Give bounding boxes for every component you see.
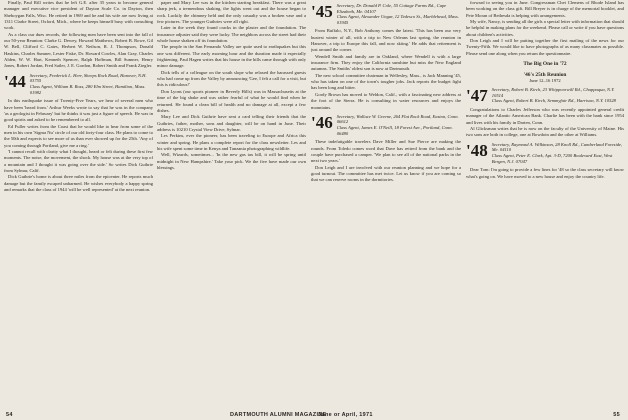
- class-year: '46: [311, 112, 333, 132]
- paragraph: Don Leigh and I will be putting together the first mailing of the news for our Twenty-Fifth. We would like to have photographs of as many classmates as possible. Please send one along when you return the questionnaire.: [466, 38, 624, 56]
- paragraph: From Buffalo, N.Y., Bob Anthony comes the latest. 'This has been our very busiest winter of all, with a trip to New Orleans last spring, the reunion in Hanover, a trip to Europe this fall, and now skiing.' He adds that retirement is just around the corner.: [311, 28, 461, 53]
- paragraph: The new school committee chairman in Wellesley, Mass., is Jack Manning '45, who has taken on one of the town's tougher jobs. Jack reports the budget fight has been long and bitter.: [311, 72, 461, 91]
- paragraph: Don Leigh and I are involved with our reunion planning and we hope for a good turnout. The committee has met twice. Let us know if you are coming so that we can reserve rooms in the dormitories.: [311, 164, 461, 183]
- page-footer: [0, 410, 628, 420]
- paragraph: Dear Tom: I'm going to provide a few lines for '48 so the class secretary will know what's going on. We have moved to a new house and enjoy the country life.: [466, 167, 624, 179]
- class-year: '45: [311, 2, 333, 21]
- magazine-title: DARTMOUTH ALUMNI MAGAZINE: [230, 412, 327, 418]
- class-secretary: Secretary, Raymond A. Wilkinson, 28 Knoll Rd., Cumberland Foreside, Me. 04110: [491, 141, 623, 153]
- paragraph: Finally, Paul Rill writes that he left G.E. after 35 years to become general manager and executive vice president of Dayton Scale Co. in Dayton, then Sheboygan Falls, Wisc. He retired in 1969 and he and his wife are now living at 1311 Clarke Street, Oxford, Mich., where he keeps himself busy with consulting work.: [4, 0, 153, 31]
- class-year: '48: [466, 140, 488, 160]
- class-secretary: Secretary, Dr. Donald P. Cole, 55 Cottage Farms Rd., Cape Elizabeth, Me. 04107: [336, 3, 447, 14]
- class-agent: Class Agent, Alexander Ungar, 12 Tedesco St., Marblehead, Mass. 01945: [336, 14, 459, 25]
- paragraph: Wendell Smith and family are in Oakland, where Wendell is with a large insurance firm. They enjoy the California sunshine but miss the New England autumns. The Smiths' oldest son is now at Dartmouth.: [311, 53, 461, 72]
- paragraph: Later in the week they found cracks in the plaster and the foundation. The insurance adjuster said they were lucky. The neighbors across the street had their whole house shaken off its foundation.: [157, 25, 306, 44]
- paragraph: Les Perkins, ever the pioneer, has been traveling to Europe and Africa this winter and spring. He plans a complete report for the class newsletter. Les and his wife spent some time in Kenya and Tanzania photographing wildlife.: [157, 133, 306, 151]
- paragraph: 'I cannot recall with clarity what I thought, heard or felt during these first few moments. The noise, the movement, the shock. My house was at the very top of a mountain and I thought it was going over the side.' So writes Dick Guthrie from Sylmar, Calif.: [4, 148, 153, 173]
- class-agent: Class Agent, William B. Ross, 280 Elm Street, Hamilton, Mass. 01982: [29, 83, 146, 95]
- class-header: [4, 73, 153, 95]
- class-officers: [30, 73, 153, 95]
- class-header: [466, 142, 624, 164]
- paragraph: The people in the San Fernando Valley are quite used to earthquakes but this one was different. The early morning hour and the duration made it especially frightening. Paul Hagen writes that his house in the hills came through with only minor damage.: [157, 44, 306, 69]
- class-year: '44: [4, 71, 26, 91]
- class-header: [311, 114, 461, 136]
- page-number-right: 55: [613, 412, 620, 418]
- class-officers: [337, 114, 461, 136]
- paragraph: As a class our dues records, the following men have been sent into the fall of our 50-year Reunion: Clarke G. Dewey, Howard Matthews, Robert B. Rowe, Gil W. Bell, Clifford C. Gates, Herbert W. Neilson, R. J. Thompson, Donald Haskins, Charles Sumner, Lester Fiske, Dr. Howard Cowles, Alan Gray, Charles Alden, W. W. Hart, Kenneth Spencer, Ralph Hoffman, Bill Sumner, Henry Jones, Robert Jordan, Fred Sailer, J. E. Gordon, Robert Smith and Frank Ziegler.: [4, 31, 153, 69]
- column-2: [157, 0, 306, 410]
- paragraph: Al Glicksman writes that he is now on the faculty of the University of Maine. His two sons are both in college, one at Bowdoin and the other at Williams.: [466, 126, 624, 138]
- class-agent: Class Agent, Peter E. Clark, Apt. 3-D, 7200 Boulevard East, West Bergen, N.J. 07047: [491, 153, 613, 164]
- paragraph: Mary Lee and Dick Guthrie have sent a card telling their friends that the Guthries, father, mother, sons and daughter, will be on hand in June. Their address is 10210 Crystal View Drive, Sylmar.: [157, 114, 306, 132]
- paragraph: Ed Fuller writes from the Coast that he would like to hear from some of the men in his own 'Sigma Nu' circle of our old forty-four class. He plans to come to the 50th and expects to see more of us than ever showed up for the 25th. 'Any of you coming through Portland, give me a ring.': [4, 123, 153, 148]
- class-secretary: Secretary, Robert B. Kirch, 23 Whippoorwill Rd., Chappaqua, N.Y. 10514: [491, 87, 615, 98]
- issue-date: June or April, 1971: [318, 412, 373, 418]
- class-agent: Class Agent, James E. O'Neill, 18 Forest Ave., Portland, Conn. 06480: [336, 125, 453, 136]
- reunion-heading: The Big One in '72: [523, 61, 567, 68]
- paragraph: These indefatigable travelers Dave Miller and Sue Pierce are making the rounds. From Toledo comes word that Dave has retired from the bank and the couple have purchased a camper. 'We plan to see all of the national parks in the next two years.': [311, 139, 461, 164]
- reunion-box: [466, 61, 624, 84]
- class-year: '47: [466, 86, 488, 106]
- paragraph: forward to seeing you in June. Congressman Chet Clemens of Rhode Island has been working on the class gift. Bill Breyer is in charge of the memorial booklet, and Pete Moran of Bethesda is helping with arrangements.: [466, 0, 624, 18]
- class-secretary: Secretary, Frederick L. Herr, Sheeps Rock Road, Hanover, N.H. 03755: [29, 72, 147, 84]
- class-header: [311, 3, 461, 25]
- column-1: [4, 0, 153, 410]
- paragraph: My wife, Nancy, is sending all the girls a special letter with information that should be helpful in making plans for the weekend. Please call or write if you have questions about children's activities.: [466, 19, 624, 37]
- paragraph: Dick tells of a colleague on the south slope who relaxed the harassed guests who had come up from the Valley by announcing 'Gee, I felt a call for a visit, but this is ridiculous!': [157, 69, 306, 88]
- paragraph: Gordy Brown has moved to Weldon, Calif., with a fascinating new address at the foot of the Sierra. He is consulting in water resources and enjoys the mountains.: [311, 91, 461, 110]
- reunion-dates: June 12–16 1972: [529, 78, 561, 84]
- paragraph: Don Lyons (our sports pioneer in Beverly Hills) was in Massachusetts at the time of the big shake and was rather fearful of what he would find when he returned. He found a clean bill of health and no damage at all, except a few dishes.: [157, 88, 306, 113]
- class-officers: [337, 3, 461, 25]
- page-number-left: 54: [6, 412, 13, 418]
- class-officers: [492, 87, 624, 104]
- paragraph: In this earthquake issue of Twenty-Five Years, we hear of several men who have been 'heard from.' Arthur Weeks wrote to say that he was in the company 'as a geologist in February' but he thinks it was just a figure of speech. He was in good spirits and asked to be remembered to all.: [4, 98, 153, 123]
- paragraph: Congratulations to Charles Jefferson who was recently appointed general credit manager of the Atlantic American Bank. Charlie has been with the bank since 1954 and lives with his family in Darien, Conn.: [466, 107, 624, 125]
- paragraph: paper and Mary Lee was in the kitchen starting breakfast. There was a great sharp jerk, a tremendous shaking, the lights went out and the house began to rock. Luckily the chimney held and the only casualty was a broken vase and a few pictures. The younger Guthries were all right.: [157, 0, 306, 25]
- column-4: [466, 0, 624, 410]
- class-secretary: Secretary, Wallace W. Greene, 264 Flat Rock Road, Easton, Conn. 06612: [336, 113, 459, 125]
- paragraph: Dick Guthrie's home is about three miles from the epicenter. He reports much damage but the family escaped unharmed. He wishes everybody a happy spring and remarks that the class of 1944 'will be well represented' at the next reunion.: [4, 174, 153, 192]
- paragraph: Well, Wizards, sometimes... 'In the new gas tax bill, it will be spring until midnight in New Hampshire.' Take your pick. We the five have made our own blessings.: [157, 152, 306, 170]
- class-officers: [492, 142, 624, 164]
- class-agent: Class Agent, Robert B. Kirch, Semmyfair Rd., Harrison, N.Y. 10528: [491, 98, 616, 104]
- class-header: [466, 87, 624, 104]
- reunion-subheading: '46's 25th Reunion: [523, 71, 567, 78]
- column-3: [311, 0, 461, 410]
